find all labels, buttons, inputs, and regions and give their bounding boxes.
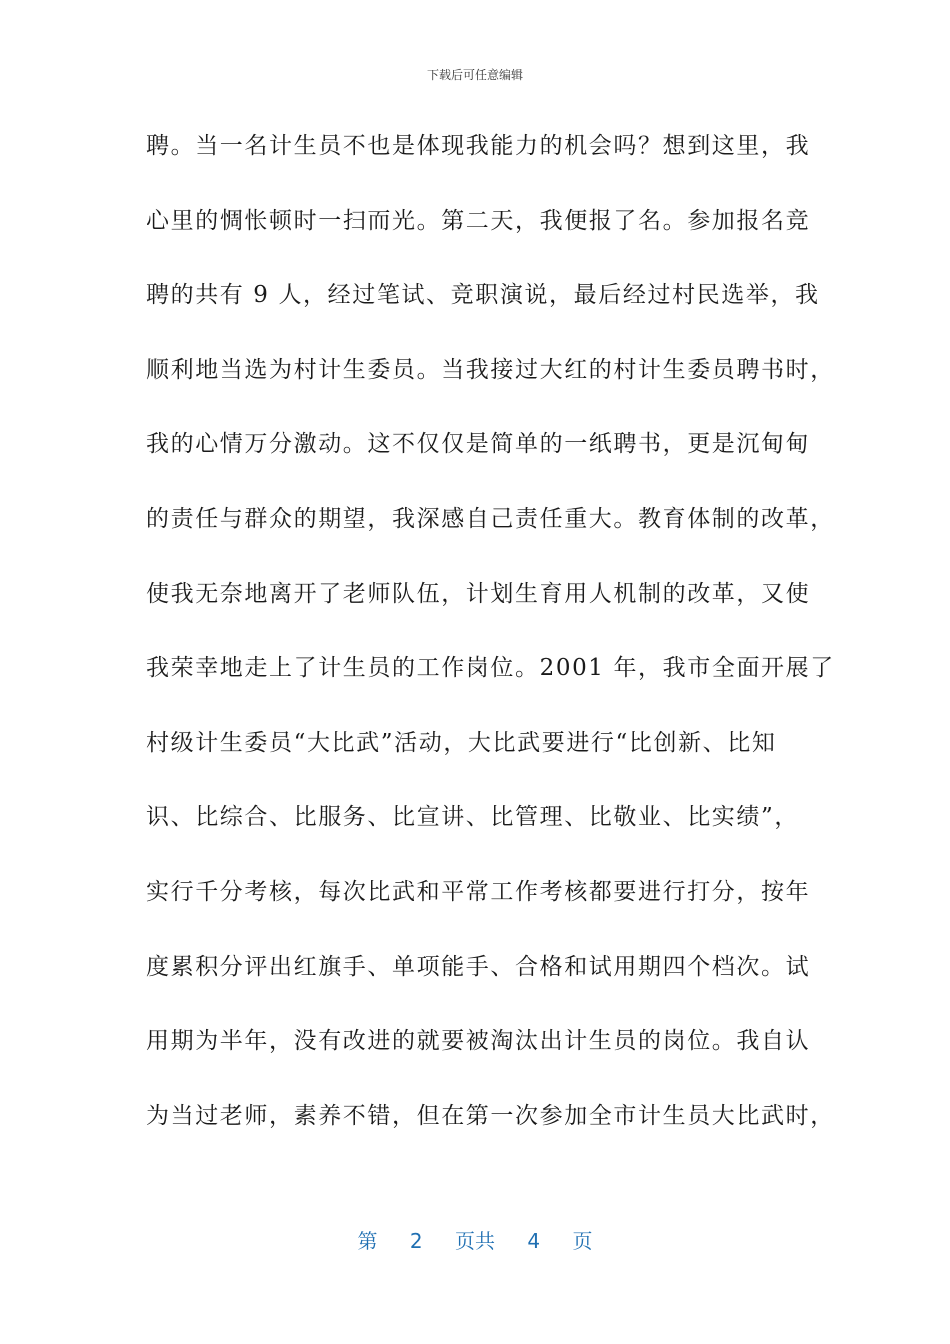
text-line: 村级计生委员“大比武”活动，大比武要进行“比创新、比知	[146, 729, 777, 756]
current-page-number: 2	[409, 1229, 423, 1253]
text-line: 心里的惆怅顿时一扫而光。第二天，我便报了名。参加报名竞	[146, 207, 811, 234]
page-number-footer	[0, 1225, 950, 1254]
text-line: 使我无奈地离开了老师队伍，计划生育用人机制的改革，又使	[146, 580, 811, 607]
text-line: 的责任与群众的期望，我深感自己责任重大。教育体制的改革，	[146, 505, 835, 532]
text-line: 为当过老师，素养不错，但在第一次参加全市计生员大比武时，	[146, 1102, 835, 1129]
footer-prefix: 第	[357, 1229, 378, 1253]
text-line: 聘的共有 9 人，经过笔试、竞职演说，最后经过村民选举，我	[146, 282, 820, 309]
text-line: 实行千分考核，每次比武和平常工作考核都要进行打分，按年	[146, 878, 811, 905]
text-line: 聘。当一名计生员不也是体现我能力的机会吗？想到这里，我	[146, 133, 811, 159]
header-note: 下载后可任意编辑	[426, 68, 523, 82]
footer-middle: 页共	[455, 1229, 495, 1253]
text-line: 度累积分评出红旗手、单项能手、合格和试用期四个档次。试	[146, 953, 811, 980]
total-pages-number: 4	[527, 1229, 541, 1253]
footer-suffix: 页	[572, 1229, 593, 1253]
text-line: 我荣幸地走上了计生员的工作岗位。2001 年，我市全面开展了	[146, 655, 835, 682]
text-line: 顺利地当选为村计生委员。当我接过大红的村计生委员聘书时，	[146, 356, 835, 383]
text-line: 我的心情万分激动。这不仅仅是简单的一纸聘书，更是沉甸甸	[146, 431, 811, 458]
text-line: 用期为半年，没有改进的就要被淘汰出计生员的岗位。我自认	[146, 1028, 811, 1055]
text-line: 识、比综合、比服务、比宣讲、比管理、比敬业、比实绩”，	[146, 804, 799, 831]
body-text	[146, 119, 835, 1163]
